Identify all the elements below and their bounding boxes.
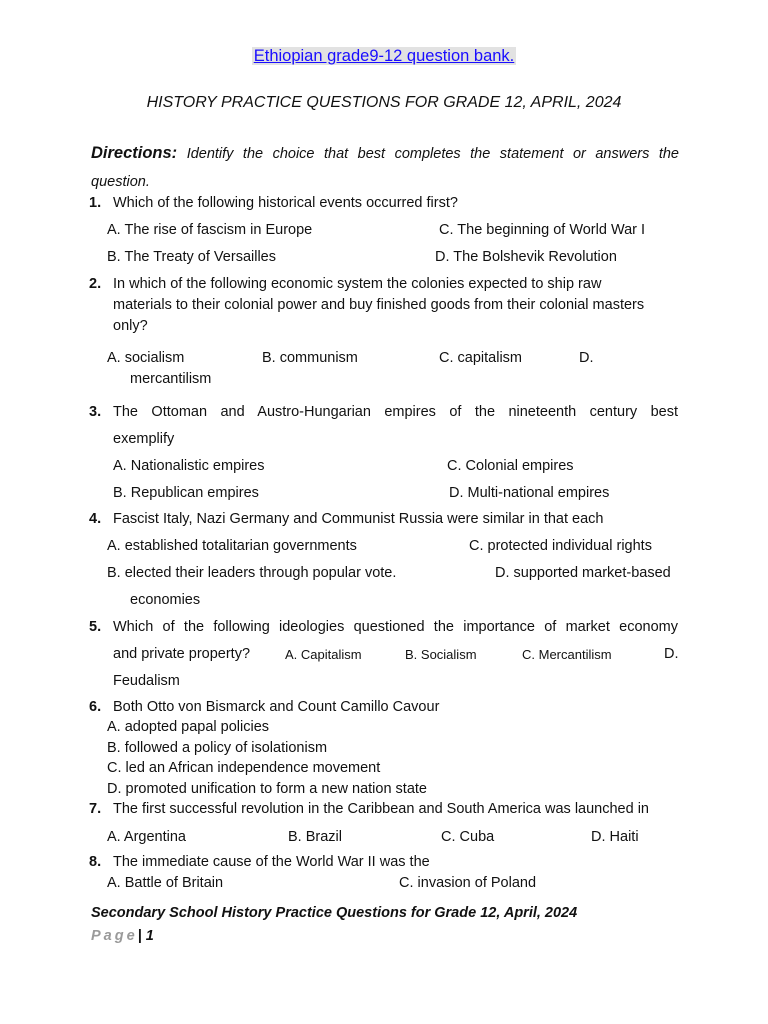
answer-option: C. invasion of Poland bbox=[399, 875, 537, 891]
question-text: exemplify bbox=[113, 431, 175, 447]
answer-option: Feudalism bbox=[113, 673, 180, 689]
question-number: 7. bbox=[89, 801, 102, 817]
answer-option: B. Republican empires bbox=[113, 485, 259, 501]
question-number: 2. bbox=[89, 276, 102, 292]
answer-option: B. elected their leaders through popular vote. bbox=[107, 565, 397, 581]
directions-text: Identify the choice that best completes the statement or answers the question. bbox=[91, 146, 680, 190]
question-number: 4. bbox=[89, 511, 102, 527]
answer-option: C. Colonial empires bbox=[447, 458, 574, 474]
answer-option: A. established totalitarian governments bbox=[107, 538, 357, 554]
answer-option: C. protected individual rights bbox=[469, 538, 652, 554]
question-text: and private property? bbox=[113, 646, 251, 662]
question-number: 1. bbox=[89, 195, 102, 211]
page-footer: Secondary School History Practice Questions for Grade 12, April, 2024 bbox=[91, 905, 578, 921]
answer-option: D. bbox=[579, 350, 594, 366]
answer-option: C. Mercantilism bbox=[522, 647, 612, 662]
question-bank-link[interactable]: Ethiopian grade9-12 question bank. bbox=[0, 47, 768, 66]
answer-option: D. bbox=[664, 646, 679, 662]
question-text: The Ottoman and Austro-Hungarian empires of the nineteenth century best bbox=[113, 404, 678, 420]
answer-option: B. followed a policy of isolationism bbox=[107, 740, 328, 756]
question-number: 3. bbox=[89, 404, 102, 420]
question-text: In which of the following economic system the colonies expected to ship raw bbox=[113, 276, 602, 292]
answer-option: C. Cuba bbox=[441, 829, 495, 845]
answer-option: A. Battle of Britain bbox=[107, 875, 224, 891]
answer-option: A. Nationalistic empires bbox=[113, 458, 265, 474]
question-text: Fascist Italy, Nazi Germany and Communist Russia were similar in that each bbox=[113, 511, 604, 527]
answer-option: C. led an African independence movement bbox=[107, 760, 381, 776]
question-number: 8. bbox=[89, 854, 102, 870]
answer-option: B. communism bbox=[262, 350, 358, 366]
answer-option: B. Socialism bbox=[405, 647, 477, 662]
question-text: materials to their colonial power and buy finished goods from their colonial masters bbox=[113, 297, 645, 313]
page-number bbox=[91, 928, 154, 944]
question-text: Both Otto von Bismarck and Count Camillo Cavour bbox=[113, 699, 440, 715]
question-text: Which of the following historical events occurred first? bbox=[113, 195, 458, 211]
answer-option: B. Brazil bbox=[288, 829, 342, 845]
page-number-value: | 1 bbox=[137, 928, 154, 944]
answer-option: A. socialism bbox=[107, 350, 185, 366]
answer-option: B. The Treaty of Versailles bbox=[107, 249, 276, 265]
question-number: 6. bbox=[89, 699, 102, 715]
answer-option: D. Multi-national empires bbox=[449, 485, 610, 501]
question-text: The immediate cause of the World War II was the bbox=[113, 854, 430, 870]
document-title: HISTORY PRACTICE QUESTIONS FOR GRADE 12, APRIL, 2024 bbox=[146, 94, 622, 111]
answer-option: A. Argentina bbox=[107, 829, 186, 845]
page-label: Page bbox=[91, 928, 138, 944]
question-text: The first successful revolution in the Caribbean and South America was launched in bbox=[113, 801, 649, 817]
answer-option: A. Capitalism bbox=[285, 647, 362, 662]
question-text: only? bbox=[113, 318, 148, 334]
directions-label: Directions: bbox=[91, 144, 178, 162]
answer-option: C. capitalism bbox=[439, 350, 522, 366]
directions bbox=[91, 139, 679, 196]
answer-option: D. supported market-based bbox=[495, 565, 671, 581]
question-number: 5. bbox=[89, 619, 102, 635]
answer-option: D. promoted unification to form a new nation state bbox=[107, 781, 427, 797]
answer-option: economies bbox=[130, 592, 201, 608]
answer-option: A. adopted papal policies bbox=[107, 719, 270, 735]
answer-option: D. Haiti bbox=[591, 829, 639, 845]
question-text: Which of the following ideologies questioned the importance of market economy bbox=[113, 619, 678, 635]
answer-option: A. The rise of fascism in Europe bbox=[107, 222, 313, 238]
answer-option: C. The beginning of World War I bbox=[439, 222, 646, 238]
answer-option: D. The Bolshevik Revolution bbox=[435, 249, 617, 265]
answer-option: mercantilism bbox=[130, 371, 212, 387]
